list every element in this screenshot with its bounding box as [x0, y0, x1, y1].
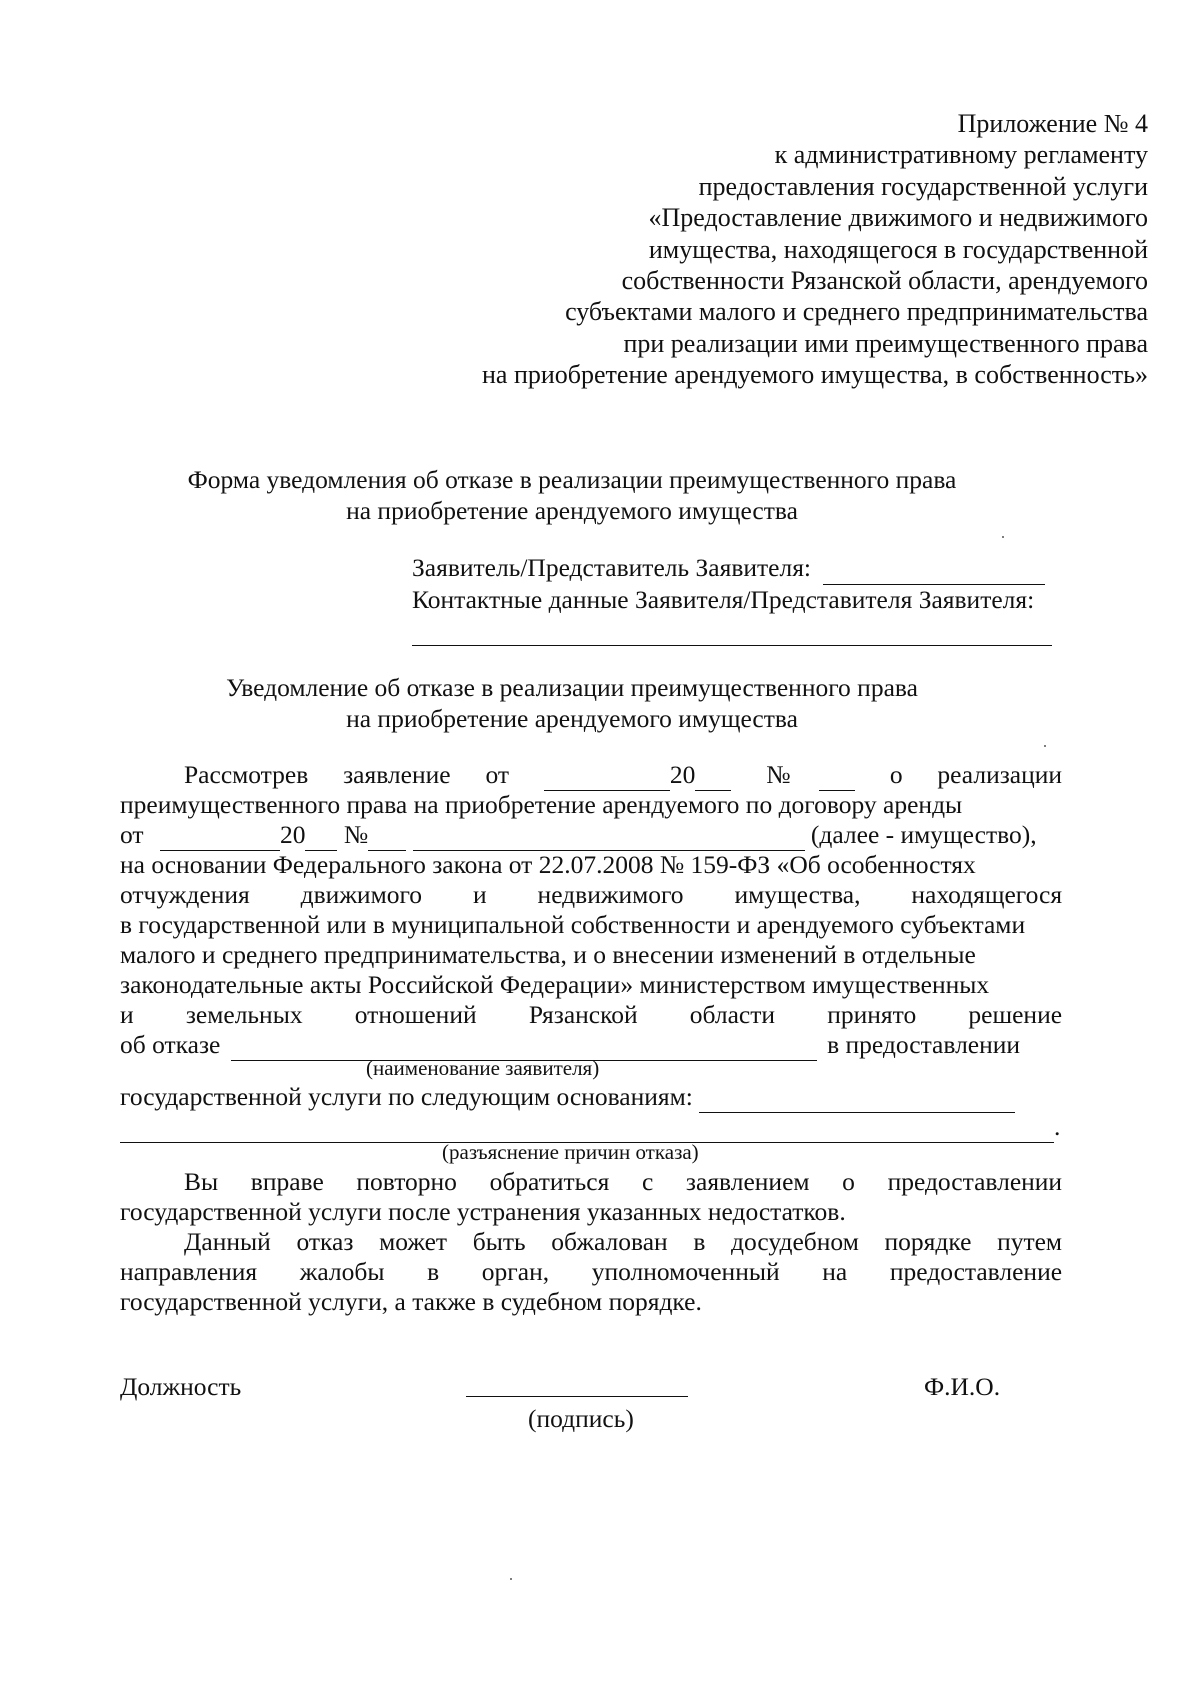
body-word: порядке: [884, 1227, 972, 1256]
body-para2-line-1: [120, 1167, 1062, 1197]
body-word: от: [485, 760, 509, 789]
body-line-9: [120, 1000, 1062, 1030]
body-word: путем: [997, 1227, 1063, 1256]
body-word: с: [641, 1167, 654, 1196]
applicant-block: [412, 553, 1054, 646]
number-sign: №: [766, 760, 819, 789]
notice-title: [120, 673, 1024, 734]
body-word: предоставлении: [887, 1167, 1063, 1196]
number-blank-1[interactable]: [766, 760, 855, 789]
signature-line[interactable]: [466, 1396, 688, 1397]
body-word: на: [822, 1257, 848, 1286]
body-word: орган,: [481, 1257, 550, 1286]
annex-line: на приобретение арендуемого имущества, в собственность»: [481, 360, 1148, 390]
body-word: досудебном: [731, 1227, 859, 1256]
annex-line: при реализации ими преимущественного права: [623, 328, 1148, 358]
body-word: движимого: [300, 880, 423, 909]
body-para2-line-2: государственной услуги после устранения указанных недостатков.: [120, 1197, 846, 1226]
body-word: повторно: [356, 1167, 457, 1196]
body-word: заявление: [343, 760, 451, 789]
notice-title-line-1: Уведомление об отказе в реализации преимущественного права: [226, 673, 918, 702]
body-word: имущества,: [734, 880, 861, 909]
body-para3-line-1: [120, 1227, 1062, 1257]
annex-line: собственности Рязанской области, арендуемого: [621, 266, 1148, 296]
body-line-4: на основании Федерального закона от 22.07.2008 № 159-ФЗ «Об особенностях: [120, 850, 976, 879]
annex-line: имущества, находящегося в государственной: [648, 234, 1148, 264]
body-line-7: малого и среднего предпринимательства, и о внесении изменений в отдельные: [120, 940, 976, 969]
body-word: Рязанской: [528, 1000, 638, 1029]
body-word: в: [427, 1257, 440, 1286]
body-word: предоставление: [889, 1257, 1063, 1286]
body-word: принято: [827, 1000, 917, 1029]
body-word: в предоставлении: [827, 1030, 1021, 1059]
number-sign: №: [343, 820, 369, 849]
position-label: Должность: [120, 1372, 242, 1401]
body-line-5: [120, 880, 1062, 910]
signature-caption: (подпись): [528, 1404, 634, 1433]
body-word: находящегося: [911, 880, 1063, 909]
applicant-blank[interactable]: [823, 553, 1045, 585]
body-word: Данный: [184, 1227, 271, 1256]
annex-line: «Предоставление движимого и недвижимого: [648, 203, 1148, 233]
body-word: государственной услуги по следующим основаниям:: [120, 1082, 693, 1111]
body-line-6: в государственной или в муниципальной собственности и арендуемого субъектами: [120, 910, 1026, 939]
reasons-blank-2[interactable]: [120, 1112, 1054, 1143]
annex-line: Приложение № 4: [957, 109, 1148, 138]
body-line-8: законодательные акты Российской Федерации» министерством имущественных: [120, 970, 990, 999]
contact-blank[interactable]: [412, 615, 1052, 646]
body-word: жалобы: [299, 1257, 385, 1286]
caption-reasons: (разъяснение причин отказа): [442, 1140, 699, 1164]
annex-line: предоставления государственной услуги: [698, 171, 1148, 201]
applicant-label: Заявитель/Представитель Заявителя:: [412, 553, 812, 582]
body-word: недвижимого: [537, 880, 684, 909]
body-word: направления: [120, 1257, 258, 1286]
body-word: может: [379, 1227, 448, 1256]
annex-header: [482, 108, 1148, 391]
scan-speck: [1002, 536, 1004, 538]
body-word: об отказе: [120, 1030, 221, 1059]
body-word: отказ: [296, 1227, 354, 1256]
body-word: земельных: [185, 1000, 303, 1029]
body-para3-line-2: [120, 1257, 1062, 1287]
body-word: Вы: [184, 1167, 219, 1196]
body-word: быть: [472, 1227, 526, 1256]
notice-title-line-2: на приобретение арендуемого имущества: [346, 703, 798, 733]
notice-body: [120, 760, 1062, 1317]
body-word: от: [120, 820, 144, 849]
scan-speck: [1044, 745, 1046, 747]
body-word: .: [1054, 1112, 1061, 1141]
reasons-blank-1[interactable]: [699, 1082, 1015, 1113]
body-word: заявлением о: [685, 1167, 855, 1196]
form-title-line-1: Форма уведомления об отказе в реализации преимущественного права: [187, 465, 957, 494]
scan-speck: [510, 1578, 512, 1580]
contact-label: Контактные данные Заявителя/Представителя Заявителя:: [412, 584, 1035, 614]
year-prefix: 20: [669, 760, 696, 789]
annex-line: к административному регламенту: [774, 140, 1148, 170]
body-word: Рассмотрев: [184, 760, 309, 789]
body-word: о: [889, 760, 903, 789]
body-line-1: [120, 760, 1062, 790]
body-line-12: [120, 1112, 1062, 1142]
number-blank-2[interactable]: [344, 820, 406, 849]
body-word: уполномоченный: [591, 1257, 780, 1286]
date-blank-2[interactable]: [150, 820, 338, 849]
body-para3-line-3: государственной услуги, а также в судебном порядке.: [120, 1287, 702, 1316]
body-word: области: [689, 1000, 776, 1029]
body-word: и: [120, 1000, 134, 1029]
body-word: (далее - имущество),: [810, 820, 1037, 849]
body-word: и: [472, 880, 487, 909]
body-word: обжалован: [551, 1227, 668, 1256]
name-label: Ф.И.О.: [924, 1372, 1001, 1401]
body-word: реализации: [937, 760, 1063, 789]
body-word: отношений: [354, 1000, 477, 1029]
body-word: вправе: [250, 1167, 324, 1196]
contract-blank[interactable]: [413, 820, 805, 851]
body-word: отчуждения: [120, 880, 250, 909]
year-prefix: 20: [279, 820, 306, 849]
form-title: [120, 465, 1024, 526]
annex-line: субъектами малого и среднего предпринимательства: [565, 297, 1148, 327]
applicant-row: [412, 553, 1054, 585]
body-line-11: [120, 1082, 1062, 1112]
date-blank-1[interactable]: [544, 760, 732, 789]
caption-applicant: (наименование заявителя): [366, 1056, 600, 1080]
form-title-line-2: на приобретение арендуемого имущества: [346, 495, 798, 525]
body-word: решение: [968, 1000, 1063, 1029]
body-line-2: преимущественного права на приобретение арендуемого по договору аренды: [120, 790, 963, 819]
body-word: обратиться: [489, 1167, 610, 1196]
body-word: в: [693, 1227, 706, 1256]
body-line-3: [120, 820, 1062, 850]
